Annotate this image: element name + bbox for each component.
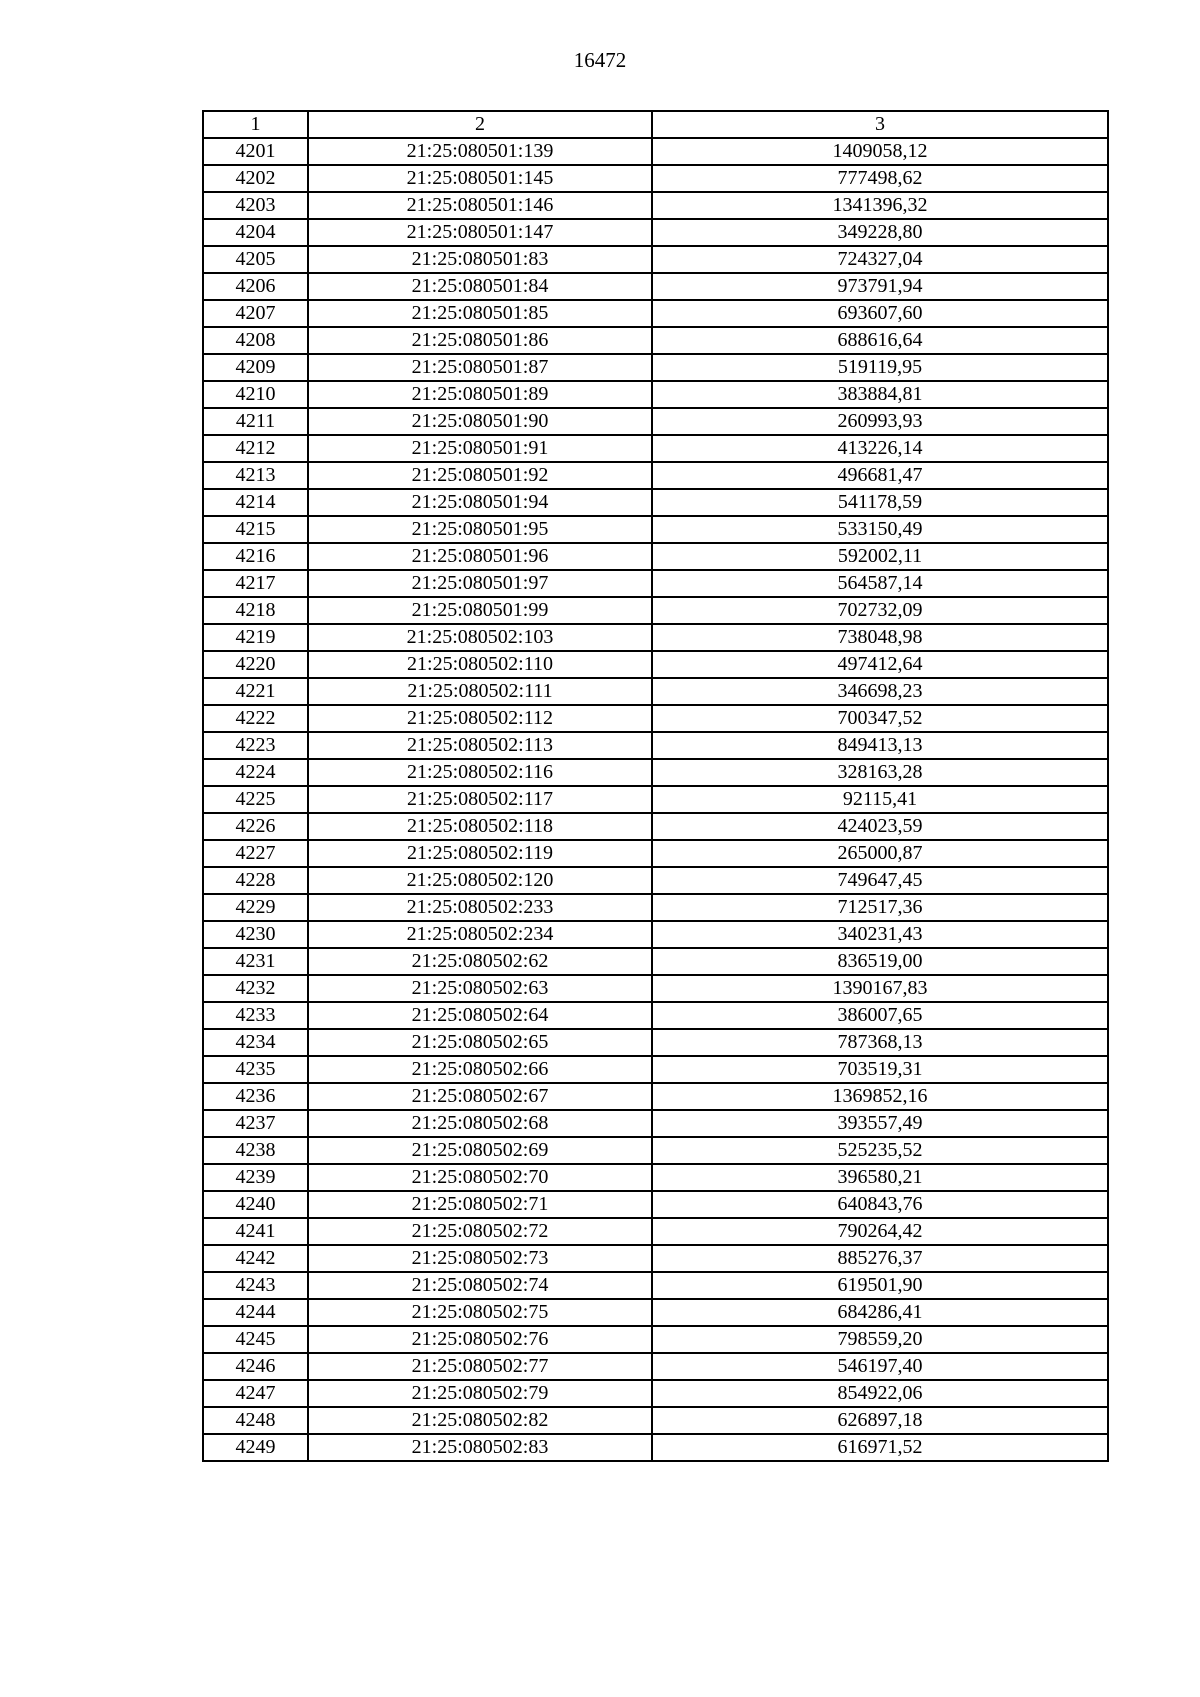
value-cell: 1409058,12	[652, 138, 1108, 165]
row-number-cell: 4226	[203, 813, 308, 840]
cadastral-number-cell: 21:25:080501:97	[308, 570, 652, 597]
table-body	[203, 138, 1108, 1461]
table-row	[203, 651, 1108, 678]
table-row	[203, 570, 1108, 597]
cadastral-number-cell: 21:25:080501:87	[308, 354, 652, 381]
table-row	[203, 354, 1108, 381]
value-cell: 885276,37	[652, 1245, 1108, 1272]
value-cell: 533150,49	[652, 516, 1108, 543]
cadastral-number-cell: 21:25:080501:94	[308, 489, 652, 516]
cadastral-number-cell: 21:25:080502:103	[308, 624, 652, 651]
table-row	[203, 1407, 1108, 1434]
column-header-1: 1	[203, 111, 308, 138]
table-row	[203, 840, 1108, 867]
value-cell: 393557,49	[652, 1110, 1108, 1137]
row-number-cell: 4244	[203, 1299, 308, 1326]
value-cell: 92115,41	[652, 786, 1108, 813]
table-row	[203, 219, 1108, 246]
table-row	[203, 1299, 1108, 1326]
cadastral-number-cell: 21:25:080502:82	[308, 1407, 652, 1434]
value-cell: 640843,76	[652, 1191, 1108, 1218]
row-number-cell: 4206	[203, 273, 308, 300]
value-cell: 349228,80	[652, 219, 1108, 246]
value-cell: 777498,62	[652, 165, 1108, 192]
cadastral-number-cell: 21:25:080502:72	[308, 1218, 652, 1245]
table-row	[203, 597, 1108, 624]
row-number-cell: 4228	[203, 867, 308, 894]
row-number-cell: 4223	[203, 732, 308, 759]
row-number-cell: 4241	[203, 1218, 308, 1245]
value-cell: 592002,11	[652, 543, 1108, 570]
row-number-cell: 4222	[203, 705, 308, 732]
cadastral-number-cell: 21:25:080502:119	[308, 840, 652, 867]
cadastral-number-cell: 21:25:080502:233	[308, 894, 652, 921]
value-cell: 712517,36	[652, 894, 1108, 921]
cadastral-number-cell: 21:25:080502:76	[308, 1326, 652, 1353]
table-row	[203, 948, 1108, 975]
cadastral-number-cell: 21:25:080502:67	[308, 1083, 652, 1110]
cadastral-number-cell: 21:25:080502:64	[308, 1002, 652, 1029]
value-cell: 626897,18	[652, 1407, 1108, 1434]
row-number-cell: 4249	[203, 1434, 308, 1461]
row-number-cell: 4214	[203, 489, 308, 516]
row-number-cell: 4201	[203, 138, 308, 165]
value-cell: 616971,52	[652, 1434, 1108, 1461]
cadastral-number-cell: 21:25:080501:139	[308, 138, 652, 165]
table-row	[203, 975, 1108, 1002]
table-row	[203, 624, 1108, 651]
table-row	[203, 381, 1108, 408]
table-row	[203, 759, 1108, 786]
row-number-cell: 4234	[203, 1029, 308, 1056]
row-number-cell: 4220	[203, 651, 308, 678]
row-number-cell: 4219	[203, 624, 308, 651]
header-row	[203, 111, 1108, 138]
cadastral-number-cell: 21:25:080502:120	[308, 867, 652, 894]
cadastral-number-cell: 21:25:080501:83	[308, 246, 652, 273]
table-header	[203, 111, 1108, 138]
row-number-cell: 4205	[203, 246, 308, 273]
row-number-cell: 4203	[203, 192, 308, 219]
cadastral-number-cell: 21:25:080501:95	[308, 516, 652, 543]
value-cell: 1369852,16	[652, 1083, 1108, 1110]
value-cell: 260993,93	[652, 408, 1108, 435]
table-row	[203, 1326, 1108, 1353]
table-row	[203, 543, 1108, 570]
value-cell: 693607,60	[652, 300, 1108, 327]
table-row	[203, 1218, 1108, 1245]
table-row	[203, 921, 1108, 948]
value-cell: 1390167,83	[652, 975, 1108, 1002]
value-cell: 787368,13	[652, 1029, 1108, 1056]
data-table	[202, 110, 1109, 1462]
cadastral-number-cell: 21:25:080501:85	[308, 300, 652, 327]
row-number-cell: 4231	[203, 948, 308, 975]
row-number-cell: 4235	[203, 1056, 308, 1083]
value-cell: 619501,90	[652, 1272, 1108, 1299]
row-number-cell: 4225	[203, 786, 308, 813]
row-number-cell: 4216	[203, 543, 308, 570]
cadastral-number-cell: 21:25:080502:110	[308, 651, 652, 678]
cadastral-number-cell: 21:25:080502:83	[308, 1434, 652, 1461]
row-number-cell: 4247	[203, 1380, 308, 1407]
table-row	[203, 300, 1108, 327]
value-cell: 497412,64	[652, 651, 1108, 678]
table-row	[203, 732, 1108, 759]
value-cell: 396580,21	[652, 1164, 1108, 1191]
cadastral-number-cell: 21:25:080502:71	[308, 1191, 652, 1218]
row-number-cell: 4230	[203, 921, 308, 948]
cadastral-number-cell: 21:25:080502:68	[308, 1110, 652, 1137]
row-number-cell: 4208	[203, 327, 308, 354]
table-row	[203, 516, 1108, 543]
value-cell: 564587,14	[652, 570, 1108, 597]
value-cell: 265000,87	[652, 840, 1108, 867]
table-row	[203, 1164, 1108, 1191]
row-number-cell: 4233	[203, 1002, 308, 1029]
row-number-cell: 4237	[203, 1110, 308, 1137]
value-cell: 724327,04	[652, 246, 1108, 273]
cadastral-number-cell: 21:25:080502:234	[308, 921, 652, 948]
cadastral-number-cell: 21:25:080502:118	[308, 813, 652, 840]
value-cell: 798559,20	[652, 1326, 1108, 1353]
value-cell: 519119,95	[652, 354, 1108, 381]
table-row	[203, 1002, 1108, 1029]
table-row	[203, 192, 1108, 219]
row-number-cell: 4240	[203, 1191, 308, 1218]
cadastral-number-cell: 21:25:080501:146	[308, 192, 652, 219]
cadastral-number-cell: 21:25:080502:62	[308, 948, 652, 975]
row-number-cell: 4242	[203, 1245, 308, 1272]
value-cell: 424023,59	[652, 813, 1108, 840]
row-number-cell: 4245	[203, 1326, 308, 1353]
row-number-cell: 4211	[203, 408, 308, 435]
cadastral-number-cell: 21:25:080501:86	[308, 327, 652, 354]
row-number-cell: 4213	[203, 462, 308, 489]
value-cell: 700347,52	[652, 705, 1108, 732]
cadastral-number-cell: 21:25:080501:145	[308, 165, 652, 192]
table-row	[203, 786, 1108, 813]
cadastral-number-cell: 21:25:080501:91	[308, 435, 652, 462]
value-cell: 413226,14	[652, 435, 1108, 462]
cadastral-number-cell: 21:25:080502:69	[308, 1137, 652, 1164]
row-number-cell: 4210	[203, 381, 308, 408]
cadastral-number-cell: 21:25:080501:84	[308, 273, 652, 300]
value-cell: 702732,09	[652, 597, 1108, 624]
row-number-cell: 4239	[203, 1164, 308, 1191]
table-row	[203, 1245, 1108, 1272]
row-number-cell: 4217	[203, 570, 308, 597]
value-cell: 790264,42	[652, 1218, 1108, 1245]
table-row	[203, 138, 1108, 165]
cadastral-number-cell: 21:25:080501:99	[308, 597, 652, 624]
row-number-cell: 4236	[203, 1083, 308, 1110]
value-cell: 383884,81	[652, 381, 1108, 408]
column-header-3: 3	[652, 111, 1108, 138]
cadastral-number-cell: 21:25:080501:147	[308, 219, 652, 246]
table-row	[203, 408, 1108, 435]
row-number-cell: 4202	[203, 165, 308, 192]
row-number-cell: 4243	[203, 1272, 308, 1299]
cadastral-number-cell: 21:25:080502:65	[308, 1029, 652, 1056]
value-cell: 849413,13	[652, 732, 1108, 759]
table-row	[203, 1056, 1108, 1083]
row-number-cell: 4218	[203, 597, 308, 624]
cadastral-number-cell: 21:25:080502:75	[308, 1299, 652, 1326]
table-row	[203, 489, 1108, 516]
value-cell: 854922,06	[652, 1380, 1108, 1407]
value-cell: 546197,40	[652, 1353, 1108, 1380]
value-cell: 328163,28	[652, 759, 1108, 786]
table-row	[203, 246, 1108, 273]
value-cell: 525235,52	[652, 1137, 1108, 1164]
value-cell: 688616,64	[652, 327, 1108, 354]
cadastral-number-cell: 21:25:080501:89	[308, 381, 652, 408]
table-row	[203, 165, 1108, 192]
value-cell: 340231,43	[652, 921, 1108, 948]
value-cell: 749647,45	[652, 867, 1108, 894]
table-row	[203, 1110, 1108, 1137]
table-row	[203, 1272, 1108, 1299]
row-number-cell: 4229	[203, 894, 308, 921]
value-cell: 541178,59	[652, 489, 1108, 516]
table-row	[203, 867, 1108, 894]
row-number-cell: 4207	[203, 300, 308, 327]
value-cell: 703519,31	[652, 1056, 1108, 1083]
row-number-cell: 4248	[203, 1407, 308, 1434]
table-row	[203, 1353, 1108, 1380]
cadastral-number-cell: 21:25:080502:113	[308, 732, 652, 759]
table-row	[203, 678, 1108, 705]
table-row	[203, 1137, 1108, 1164]
row-number-cell: 4238	[203, 1137, 308, 1164]
cadastral-number-cell: 21:25:080501:92	[308, 462, 652, 489]
cadastral-number-cell: 21:25:080502:79	[308, 1380, 652, 1407]
column-header-2: 2	[308, 111, 652, 138]
table-row	[203, 327, 1108, 354]
row-number-cell: 4221	[203, 678, 308, 705]
table-row	[203, 705, 1108, 732]
cadastral-number-cell: 21:25:080502:112	[308, 705, 652, 732]
table-row	[203, 1380, 1108, 1407]
row-number-cell: 4246	[203, 1353, 308, 1380]
cadastral-number-cell: 21:25:080502:66	[308, 1056, 652, 1083]
cadastral-number-cell: 21:25:080502:74	[308, 1272, 652, 1299]
value-cell: 1341396,32	[652, 192, 1108, 219]
cadastral-number-cell: 21:25:080502:63	[308, 975, 652, 1002]
cadastral-number-cell: 21:25:080501:96	[308, 543, 652, 570]
row-number-cell: 4224	[203, 759, 308, 786]
cadastral-number-cell: 21:25:080502:73	[308, 1245, 652, 1272]
value-cell: 836519,00	[652, 948, 1108, 975]
value-cell: 386007,65	[652, 1002, 1108, 1029]
row-number-cell: 4209	[203, 354, 308, 381]
table-row	[203, 894, 1108, 921]
cadastral-number-cell: 21:25:080502:70	[308, 1164, 652, 1191]
row-number-cell: 4212	[203, 435, 308, 462]
value-cell: 738048,98	[652, 624, 1108, 651]
table-row	[203, 1191, 1108, 1218]
cadastral-number-cell: 21:25:080502:111	[308, 678, 652, 705]
value-cell: 496681,47	[652, 462, 1108, 489]
row-number-cell: 4232	[203, 975, 308, 1002]
table-row	[203, 1434, 1108, 1461]
table-row	[203, 1083, 1108, 1110]
table-row	[203, 813, 1108, 840]
cadastral-number-cell: 21:25:080501:90	[308, 408, 652, 435]
table-row	[203, 462, 1108, 489]
row-number-cell: 4204	[203, 219, 308, 246]
table-row	[203, 435, 1108, 462]
value-cell: 346698,23	[652, 678, 1108, 705]
table-row	[203, 1029, 1108, 1056]
page-number: 16472	[573, 48, 627, 72]
value-cell: 973791,94	[652, 273, 1108, 300]
value-cell: 684286,41	[652, 1299, 1108, 1326]
row-number-cell: 4215	[203, 516, 308, 543]
cadastral-number-cell: 21:25:080502:117	[308, 786, 652, 813]
row-number-cell: 4227	[203, 840, 308, 867]
cadastral-number-cell: 21:25:080502:77	[308, 1353, 652, 1380]
table-row	[203, 273, 1108, 300]
cadastral-number-cell: 21:25:080502:116	[308, 759, 652, 786]
